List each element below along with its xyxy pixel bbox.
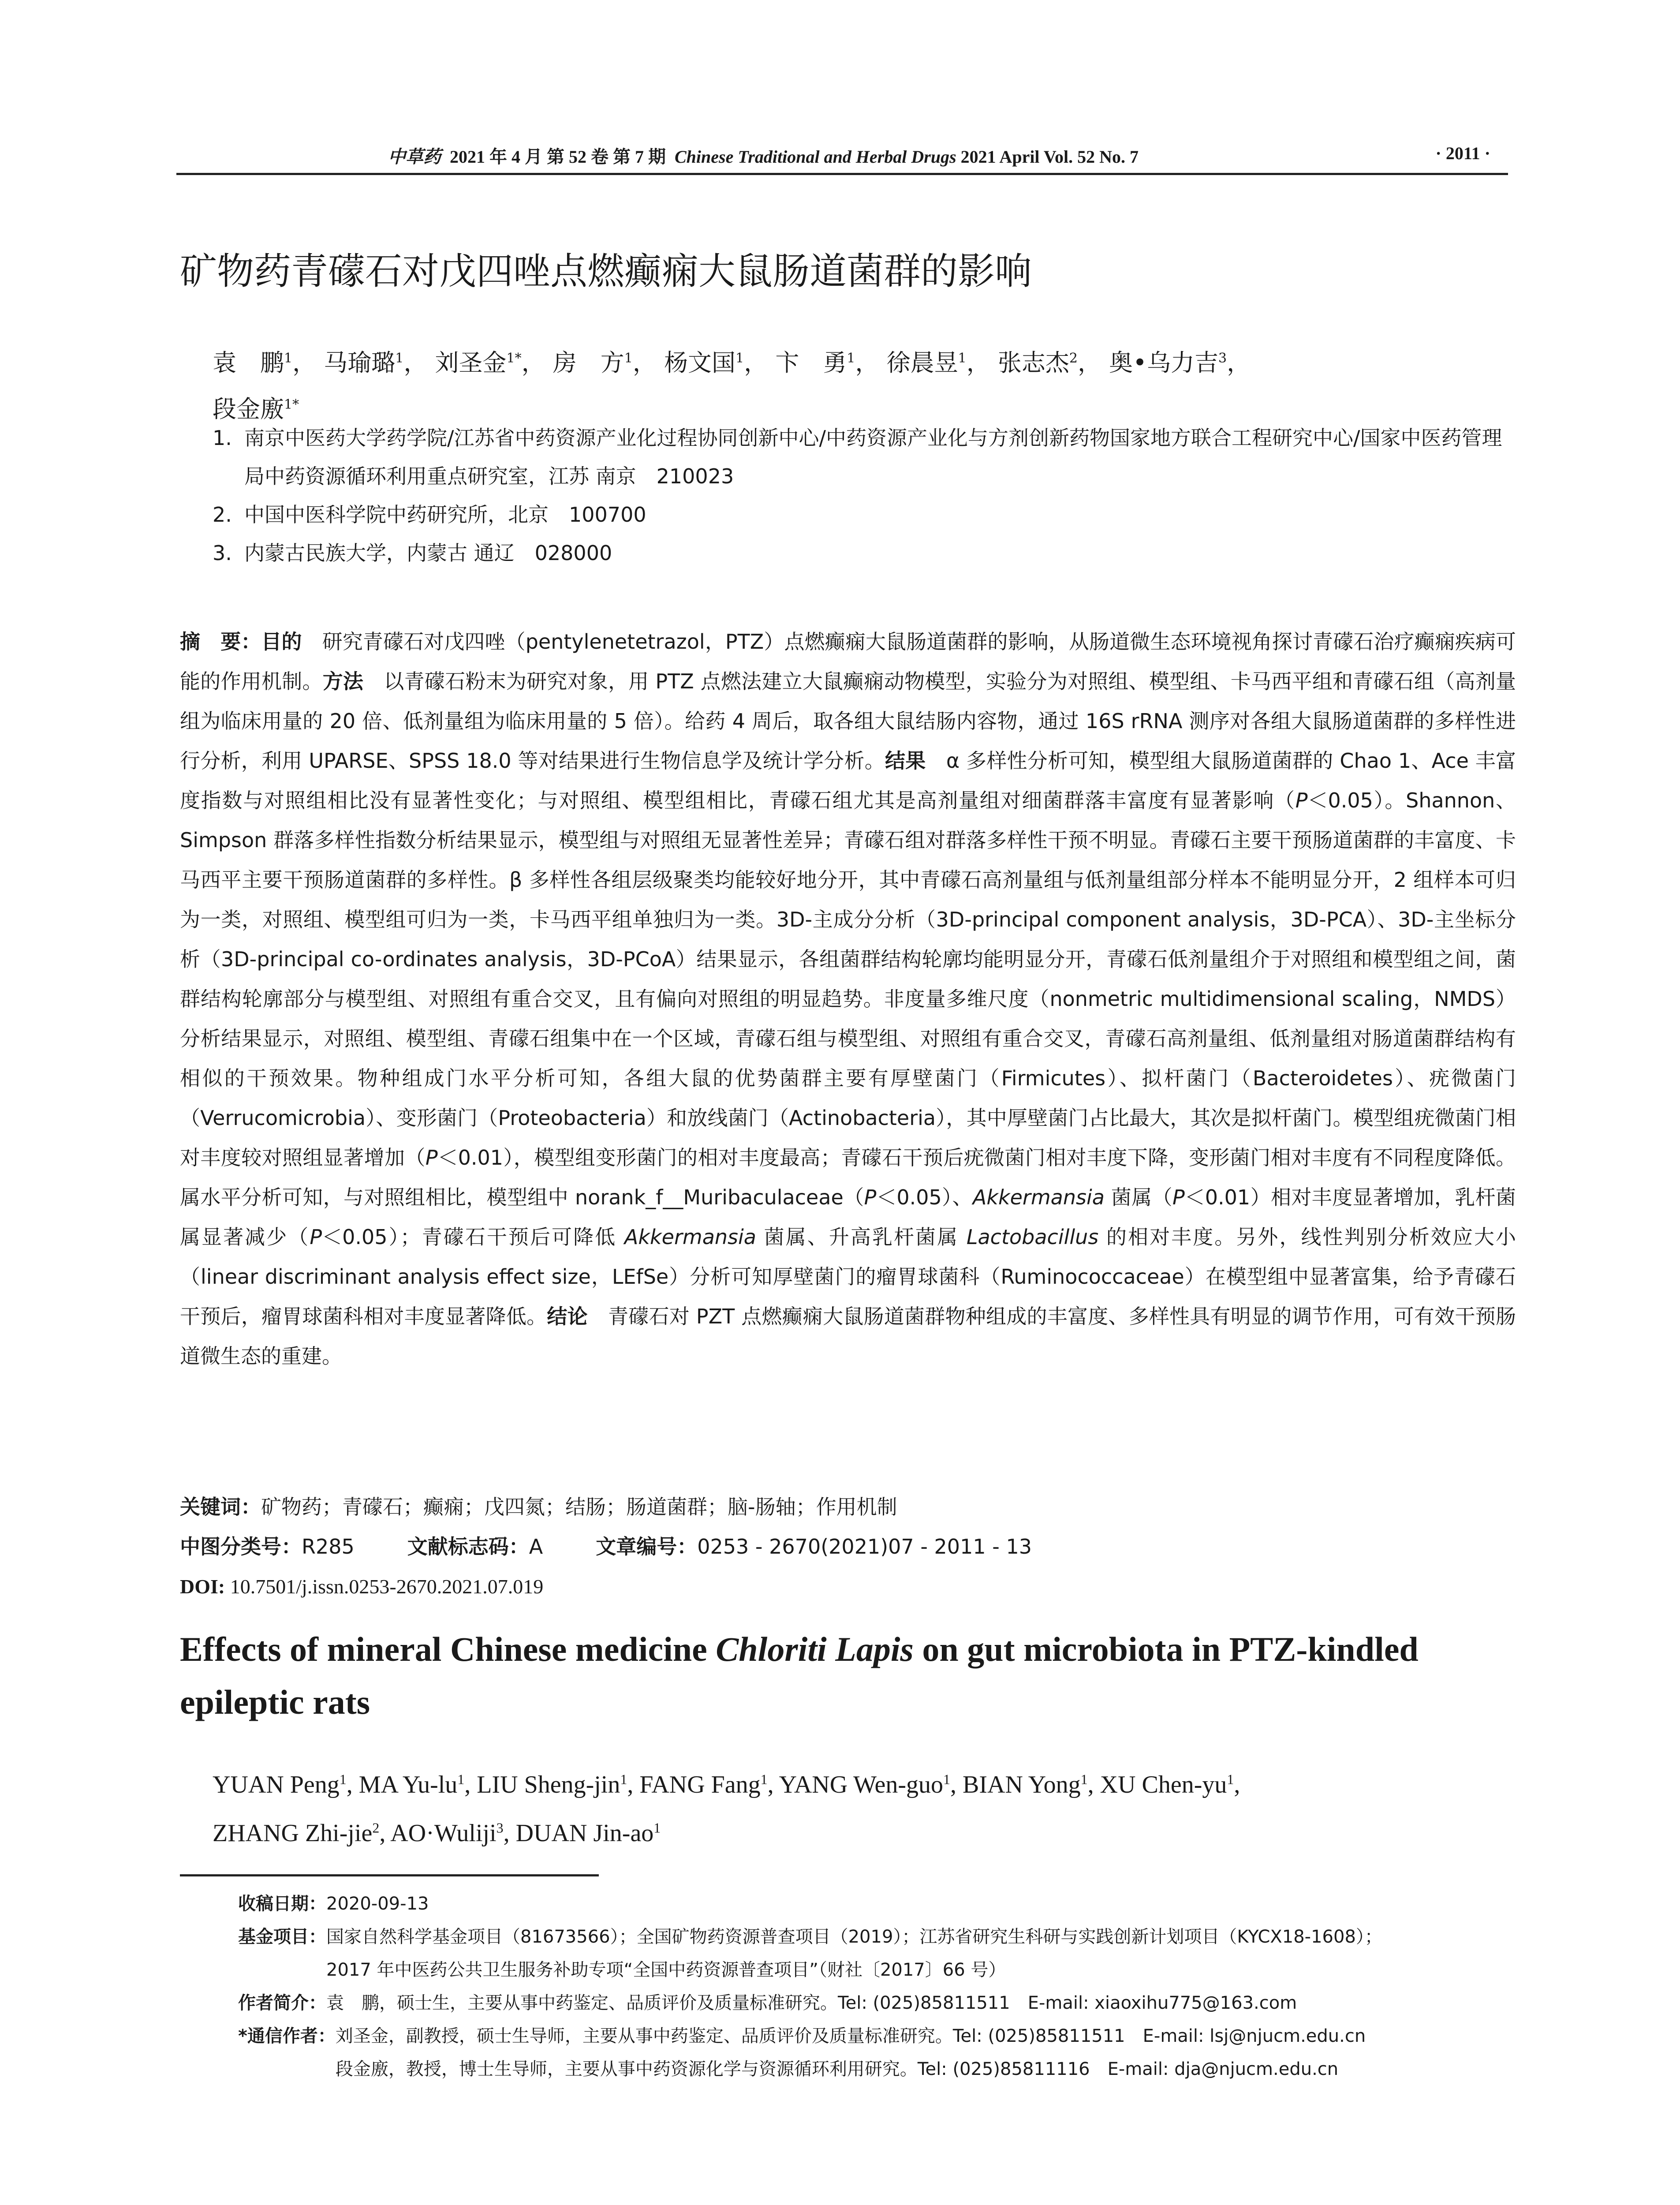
author-cn: 杨文国$^1$， [664, 349, 768, 377]
footnote-author-bio: 作者简介： 袁 鹏，硕士生，主要从事中药鉴定、品质评价及质量标准研究。Tel: (025)85811511 E-mail: xiaoxihu775@163.com [238, 1993, 1297, 2013]
conclusion-label: 结论 [547, 1304, 588, 1328]
author-en: LIU Sheng-jin$^1$, [477, 1771, 640, 1798]
author-cn: 段金廒$^{1*}$ [213, 395, 299, 423]
author-en: BIAN Yong$^1$, [963, 1771, 1100, 1798]
running-header [176, 138, 1508, 175]
author-cn: 马瑜璐$^1$， [324, 349, 428, 377]
footnote-received: 收稿日期： 2020-09-13 [238, 1894, 429, 1914]
doi-link[interactable]: 10.7501/j.issn.0253-2670.2021.07.019 [225, 1575, 544, 1598]
article-meta [180, 1487, 1516, 1607]
author-en: MA $Yu-lu^1$, [358, 1771, 477, 1798]
affiliation: 3. 内蒙古民族大学，内蒙古 通辽 028000 [213, 541, 612, 565]
author-en: YUAN Peng$^1$, [213, 1771, 359, 1798]
objective-label: 目的 [261, 630, 302, 654]
journal-logo: 中草药 [388, 147, 441, 167]
page-number: · 2011 · [1435, 143, 1490, 163]
author-cn: 奥•乌力吉$^3$， [1109, 349, 1251, 377]
footnote-funding: 基金项目： 国家自然科学基金项目（81673566）；全国矿物药资源普查项目（2019）；江苏省研究生科研与实践创新计划项目（KYCX18-1608）； 2017 年中医药公共卫生服务补助专项“全国中药资源普查项目”（财社〔2017〕66 号） [238, 1927, 1382, 1980]
issue-en: 2021 April Vol. 52 No. 7 [960, 147, 1139, 167]
keywords: 关键词：矿物药；青礞石；癫痫；戊四氮；结肠；肠道菌群；脑-肠轴；作用机制 [180, 1495, 897, 1519]
author-cn: 刘圣金$^{1*}$， [435, 349, 545, 377]
footnote-divider [180, 1874, 599, 1876]
doi[interactable]: DOI: 10.7501/j.issn.0253-2670.2021.07.019 [180, 1575, 544, 1598]
journal-name-en: Chinese Traditional and Herbal Drugs [675, 147, 956, 167]
footnote-corresponding: *通信作者： 刘圣金，副教授，硕士生导师，主要从事中药鉴定、品质评价及质量标准研究。Tel: (025)85811511 E-mail: lsj@njucm.edu.cn 段金廒，教授，博士生导师，主要从事中药资源化学与资源循环利用研究。Tel: (025)85811116 E-mail: dja@njucm.edu.cn [238, 2026, 1366, 2079]
author-list-en [213, 1757, 1518, 1855]
author-cn: 袁 鹏$^1$， [213, 349, 317, 377]
affiliation: 2. 中国中医科学院中药研究所，北京 100700 [213, 503, 646, 527]
affiliation: 1. 南京中医药大学药学院/江苏省中药资源产业化过程协同创新中心/中药资源产业化与方剂创新药物国家地方联合工程研究中心/国家中医药管理局中药资源循环利用重点研究室，江苏 南京 210023 [213, 426, 1502, 488]
abstract-cn: 摘 要：目的 研究青礞石对戊四唑（pentylenetetrazol，PTZ）点燃癫痫大鼠肠道菌群的影响，从肠道微生态环境视角探讨青礞石治疗癫痫疾病可能的作用机制。方法 以青礞石粉末为研究对象，用 PTZ 点燃法建立大鼠癫痫动物模型，实验分为对照组、模型组、卡马西平组和青礞石组（高剂量组为临床用量的 20 倍、低剂量组为临床用量的 5 倍）。给药 4 周后，取各组大鼠结肠内容物，通过 16S rRNA 测序对各组大鼠肠道菌群的多样性进行分析，利用 UPARSE、SPSS 18.0 等对结果进行生物信息学及统计学分析。结果 α 多样性分析可知，模型组大鼠肠道菌群的 Chao 1、Ace 丰富度指数与对照组相比没有显著性变化；与对照组、模型组相比，青礞石组尤其是高剂量组对细菌群落丰富度有显著影响（P＜0.05）。Shannon、Simpson 群落多样性指数分析结果显示，模型组与对照组无显著性差异；青礞石组对群落多样性干预不明显。青礞石主要干预肠道菌群的丰富度、卡马西平主要干预肠道菌群的多样性。β 多样性各组层级聚类均能较好地分开，其中青礞石高剂量组与低剂量组部分样本不能明显分开，2 组样本可归为一类，对照组、模型组可归为一类，卡马西平组单独归为一类。3D-主成分分析（3D-principal component analysis，3D-PCA）、3D-主坐标分析（3D-principal co-ordinates analysis，3D-PCoA）结果显示，各组菌群结构轮廓均能明显分开，青礞石低剂量组介于对照组和模型组之间，菌群结构轮廓部分与模型组、对照组有重合交叉，且有偏向对照组的明显趋势。非度量多维尺度（nonmetric multidimensional scaling，NMDS）分析结果显示，对照组、模型组、青礞石组集中在一个区域，青礞石组与模型组、对照组有重合交叉，青礞石高剂量组、低剂量组对肠道菌群结构有相似的干预效果。物种组成门水平分析可知，各组大鼠的优势菌群主要有厚壁菌门（Firmicutes）、拟杆菌门（Bacteroidetes）、疣微菌门（Verrucomicrobia）、变形菌门（Proteobacteria）和放线菌门（Actinobacteria），其中厚壁菌门占比最大，其次是拟杆菌门。模型组疣微菌门相对丰度较对照组显著增加（P＜0.01），模型组变形菌门的相对丰度最高；青礞石干预后疣微菌门相对丰度下降，变形菌门相对丰度有不同程度降低。属水平分析可知，与对照组相比，模型组中 norank_f__Muribaculaceae（P＜0.05）、Akkermansia 菌属（P＜0.01）相对丰度显著增加，乳杆菌属显著减少（P＜0.05）；青礞石干预后可降低 Akkermansia 菌属、升高乳杆菌属 Lactobacillus 的相对丰度。另外，线性判别分析效应大小（linear discriminant analysis effect size，LEfSe）分析可知厚壁菌门的瘤胃球菌科（Ruminococcaceae）在模型组中显著富集，给予青礞石干预后，瘤胃球菌科相对丰度显著降低。结论 青礞石对 PZT 点燃癫痫大鼠肠道菌群物种组成的丰富度、多样性具有明显的调节作用，可有效干预肠道微生态的重建。 [180, 630, 1516, 1368]
results-label: 结果 [885, 749, 926, 773]
issue-cn: 2021 年 4 月 第 52 卷 第 7 期 [450, 147, 666, 167]
author-en: FANG Fang$^1$, [639, 1771, 779, 1798]
author-cn: 徐晨昱$^1$， [886, 349, 990, 377]
article-title-cn: 矿物药青礞石对戊四唑点燃癫痫大鼠肠道菌群的影响 [180, 250, 1032, 293]
classification: 中图分类号：R285 文献标志码：A 文章编号：0253 - 2670(2021)07 - 2011 - 13 [180, 1535, 1032, 1558]
author-cn: 卞 勇$^1$， [775, 349, 879, 377]
author-en: YANG Wen-guo$^1$, [779, 1771, 963, 1798]
article-title-en: Effects of mineral Chinese medicine Chloriti Lapis on gut microbiota in PTZ-kindled epileptic rats [180, 1630, 1419, 1721]
author-list-cn [213, 337, 1509, 430]
author-cn: 房 方$^1$， [553, 349, 657, 377]
author-cn: 张志杰$^2$， [997, 349, 1101, 377]
header-citation [388, 143, 1139, 168]
author-en: AO·Wuliji$^3$, [390, 1820, 516, 1847]
abstract-label: 摘 要： [180, 630, 261, 654]
affiliation-list [213, 419, 1513, 572]
footnotes [238, 1887, 1517, 2086]
methods-label: 方法 [322, 669, 364, 693]
author-en: DUAN Jin-$ao^1$ [515, 1820, 661, 1847]
author-en: XU Chen-$yu^1$, [1100, 1771, 1240, 1798]
author-en: ZHANG Zhi-jie$^2$, [213, 1820, 391, 1847]
